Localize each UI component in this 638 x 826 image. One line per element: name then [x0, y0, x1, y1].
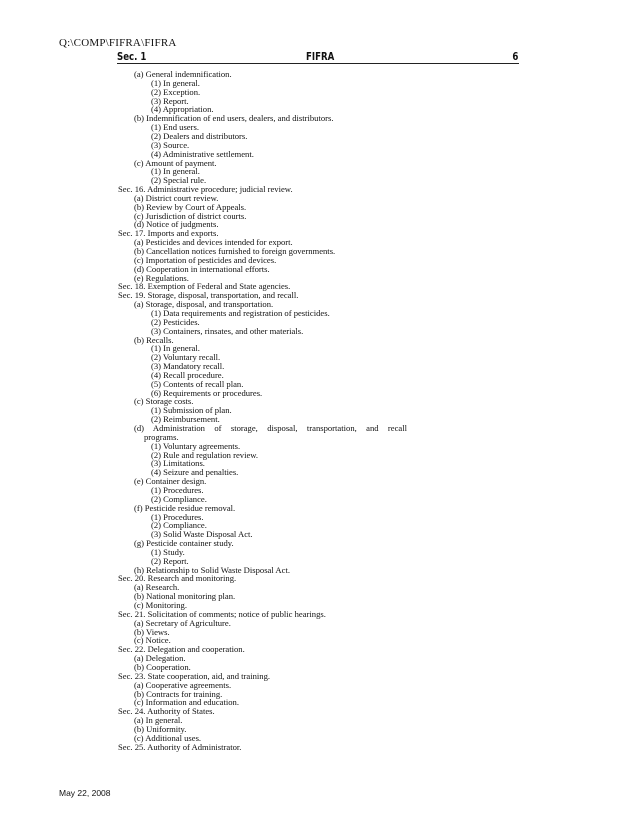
toc-subsection-line: (a) Secretary of Agriculture. [134, 617, 231, 628]
toc-subsection-line: (a) General indemnification. [134, 69, 232, 79]
toc-paragraph-line: (1) Procedures. [151, 511, 204, 522]
toc-paragraph-line: (2) Special rule. [151, 175, 207, 186]
toc-paragraph-line: (3) Containers, rinsates, and other materials. [151, 325, 304, 336]
toc-subsection-line: (c) Monitoring. [134, 600, 187, 610]
toc-paragraph-line: (1) Data requirements and registration of pesticides. [151, 307, 330, 318]
toc-paragraph-line: (1) In general. [151, 77, 200, 88]
toc-subsection-line: (b) Review by Court of Appeals. [134, 201, 247, 212]
toc-section-line: Sec. 22. Delegation and cooperation. [118, 644, 245, 655]
toc-subsection-line: (d) Administration of storage, disposal, transportation, and recall [134, 423, 407, 433]
toc-paragraph-line: (4) Recall procedure. [151, 369, 224, 380]
toc-subsection-line: (b) National monitoring plan. [134, 591, 236, 602]
toc-paragraph-line: (1) Study. [151, 546, 185, 557]
toc-paragraph-line: (2) Dealers and distributors. [151, 130, 248, 141]
toc-subsection-line: (a) Pesticides and devices intended for export. [134, 237, 293, 248]
toc-paragraph-line: (1) End users. [151, 122, 199, 133]
toc-subsection-line: (e) Container design. [134, 476, 207, 487]
toc-subsection-line: (a) Cooperative agreements. [134, 679, 232, 690]
toc-paragraph-line: (2) Reimbursement. [151, 414, 220, 425]
toc-subsection-line: (b) Recalls. [134, 334, 174, 345]
toc-subsection-line: (c) Notice. [134, 635, 171, 646]
toc-subsection-line: (b) Views. [134, 626, 170, 637]
toc-subsection-line: (b) Cancellation notices furnished to foreign governments. [134, 246, 336, 256]
toc-section-line: Sec. 18. Exemption of Federal and State agencies. [118, 281, 291, 292]
toc-paragraph-line: (3) Solid Waste Disposal Act. [151, 529, 253, 540]
toc-paragraph-line: (2) Pesticides. [151, 316, 200, 327]
toc-subsection-line: (c) Information and education. [134, 697, 239, 708]
toc-paragraph-line: (1) In general. [151, 343, 200, 354]
toc-paragraph-line: (6) Requirements or procedures. [151, 387, 263, 398]
toc-paragraph-line: (3) Mandatory recall. [151, 361, 225, 372]
toc-subsection-line: (a) In general. [134, 715, 183, 726]
toc-section-line: Sec. 23. State cooperation, aid, and training. [118, 670, 271, 681]
toc-paragraph-line: (3) Source. [151, 139, 190, 150]
toc-paragraph-line: (1) In general. [151, 166, 200, 177]
toc-paragraph-line: (2) Report. [151, 555, 189, 566]
header-section: Sec. 1 [117, 51, 147, 63]
header-title: FIFRA [306, 51, 335, 63]
toc-paragraph-line: (2) Compliance. [151, 493, 207, 504]
toc-subsection-line: (f) Pesticide residue removal. [134, 502, 236, 513]
toc-subsection-line: (h) Relationship to Solid Waste Disposal Act. [134, 564, 290, 575]
toc-subsection-line: (c) Amount of payment. [134, 157, 217, 168]
toc-subsection-line: (b) Contracts for training. [134, 688, 223, 699]
toc-paragraph-line: (4) Appropriation. [151, 104, 214, 115]
toc-section-line: Sec. 24. Authority of States. [118, 706, 215, 717]
toc-paragraph-line: (2) Voluntary recall. [151, 352, 221, 363]
toc-paragraph-line: (4) Seizure and penalties. [151, 467, 239, 478]
toc-section-line: Sec. 19. Storage, disposal, transportation, and recall. [118, 290, 299, 301]
toc-subsection-line: (b) Indemnification of end users, dealers, and distributors. [134, 113, 334, 124]
toc-paragraph-line: (5) Contents of recall plan. [151, 378, 244, 389]
toc-subsection-line: (c) Jurisdiction of district courts. [134, 210, 247, 221]
toc-subsection-line: (a) District court review. [134, 192, 219, 203]
toc-subsection-line: (b) Uniformity. [134, 723, 187, 734]
toc-section-line: Sec. 25. Authority of Administrator. [118, 741, 242, 752]
toc-paragraph-line: programs. [144, 431, 179, 442]
toc-subsection-line: (a) Storage, disposal, and transportation. [134, 299, 274, 310]
toc-section-line: Sec. 21. Solicitation of comments; notice of public hearings. [118, 608, 326, 619]
toc-section-line: Sec. 16. Administrative procedure; judicial review. [118, 184, 293, 195]
toc-subsection-line: (a) Delegation. [134, 653, 186, 664]
toc-section-line: Sec. 17. Imports and exports. [118, 228, 219, 239]
header-page-number: 6 [512, 51, 518, 63]
toc-subsection-line: (b) Cooperation. [134, 661, 191, 672]
toc-paragraph-line: (1) Submission of plan. [151, 405, 232, 416]
toc-paragraph-line: (3) Limitations. [151, 458, 205, 469]
toc-subsection-line: (c) Additional uses. [134, 732, 202, 743]
toc-subsection-line: (c) Storage costs. [134, 396, 194, 407]
toc-paragraph-line: (4) Administrative settlement. [151, 148, 254, 159]
toc-paragraph-line: (2) Compliance. [151, 520, 207, 531]
toc-paragraph-line: (3) Report. [151, 95, 189, 106]
toc-subsection-line: (g) Pesticide container study. [134, 538, 234, 549]
toc-section-line: Sec. 20. Research and monitoring. [118, 573, 237, 584]
file-path: Q:\COMP\FIFRA\FIFRA [59, 37, 177, 49]
toc-paragraph-line: (1) Procedures. [151, 484, 204, 495]
toc-subsection-line: (d) Cooperation in international efforts. [134, 263, 270, 274]
toc-paragraph-line: (2) Exception. [151, 86, 201, 97]
header-rule [117, 63, 519, 64]
footer-date: May 22, 2008 [59, 788, 111, 798]
toc-paragraph-line: (2) Rule and regulation review. [151, 449, 259, 460]
toc-paragraph-line: (1) Voluntary agreements. [151, 440, 241, 451]
toc-subsection-line: (d) Notice of judgments. [134, 219, 219, 230]
toc-subsection-line: (e) Regulations. [134, 272, 189, 283]
toc-subsection-line: (c) Importation of pesticides and devices. [134, 254, 277, 265]
toc-subsection-line: (a) Research. [134, 582, 180, 593]
